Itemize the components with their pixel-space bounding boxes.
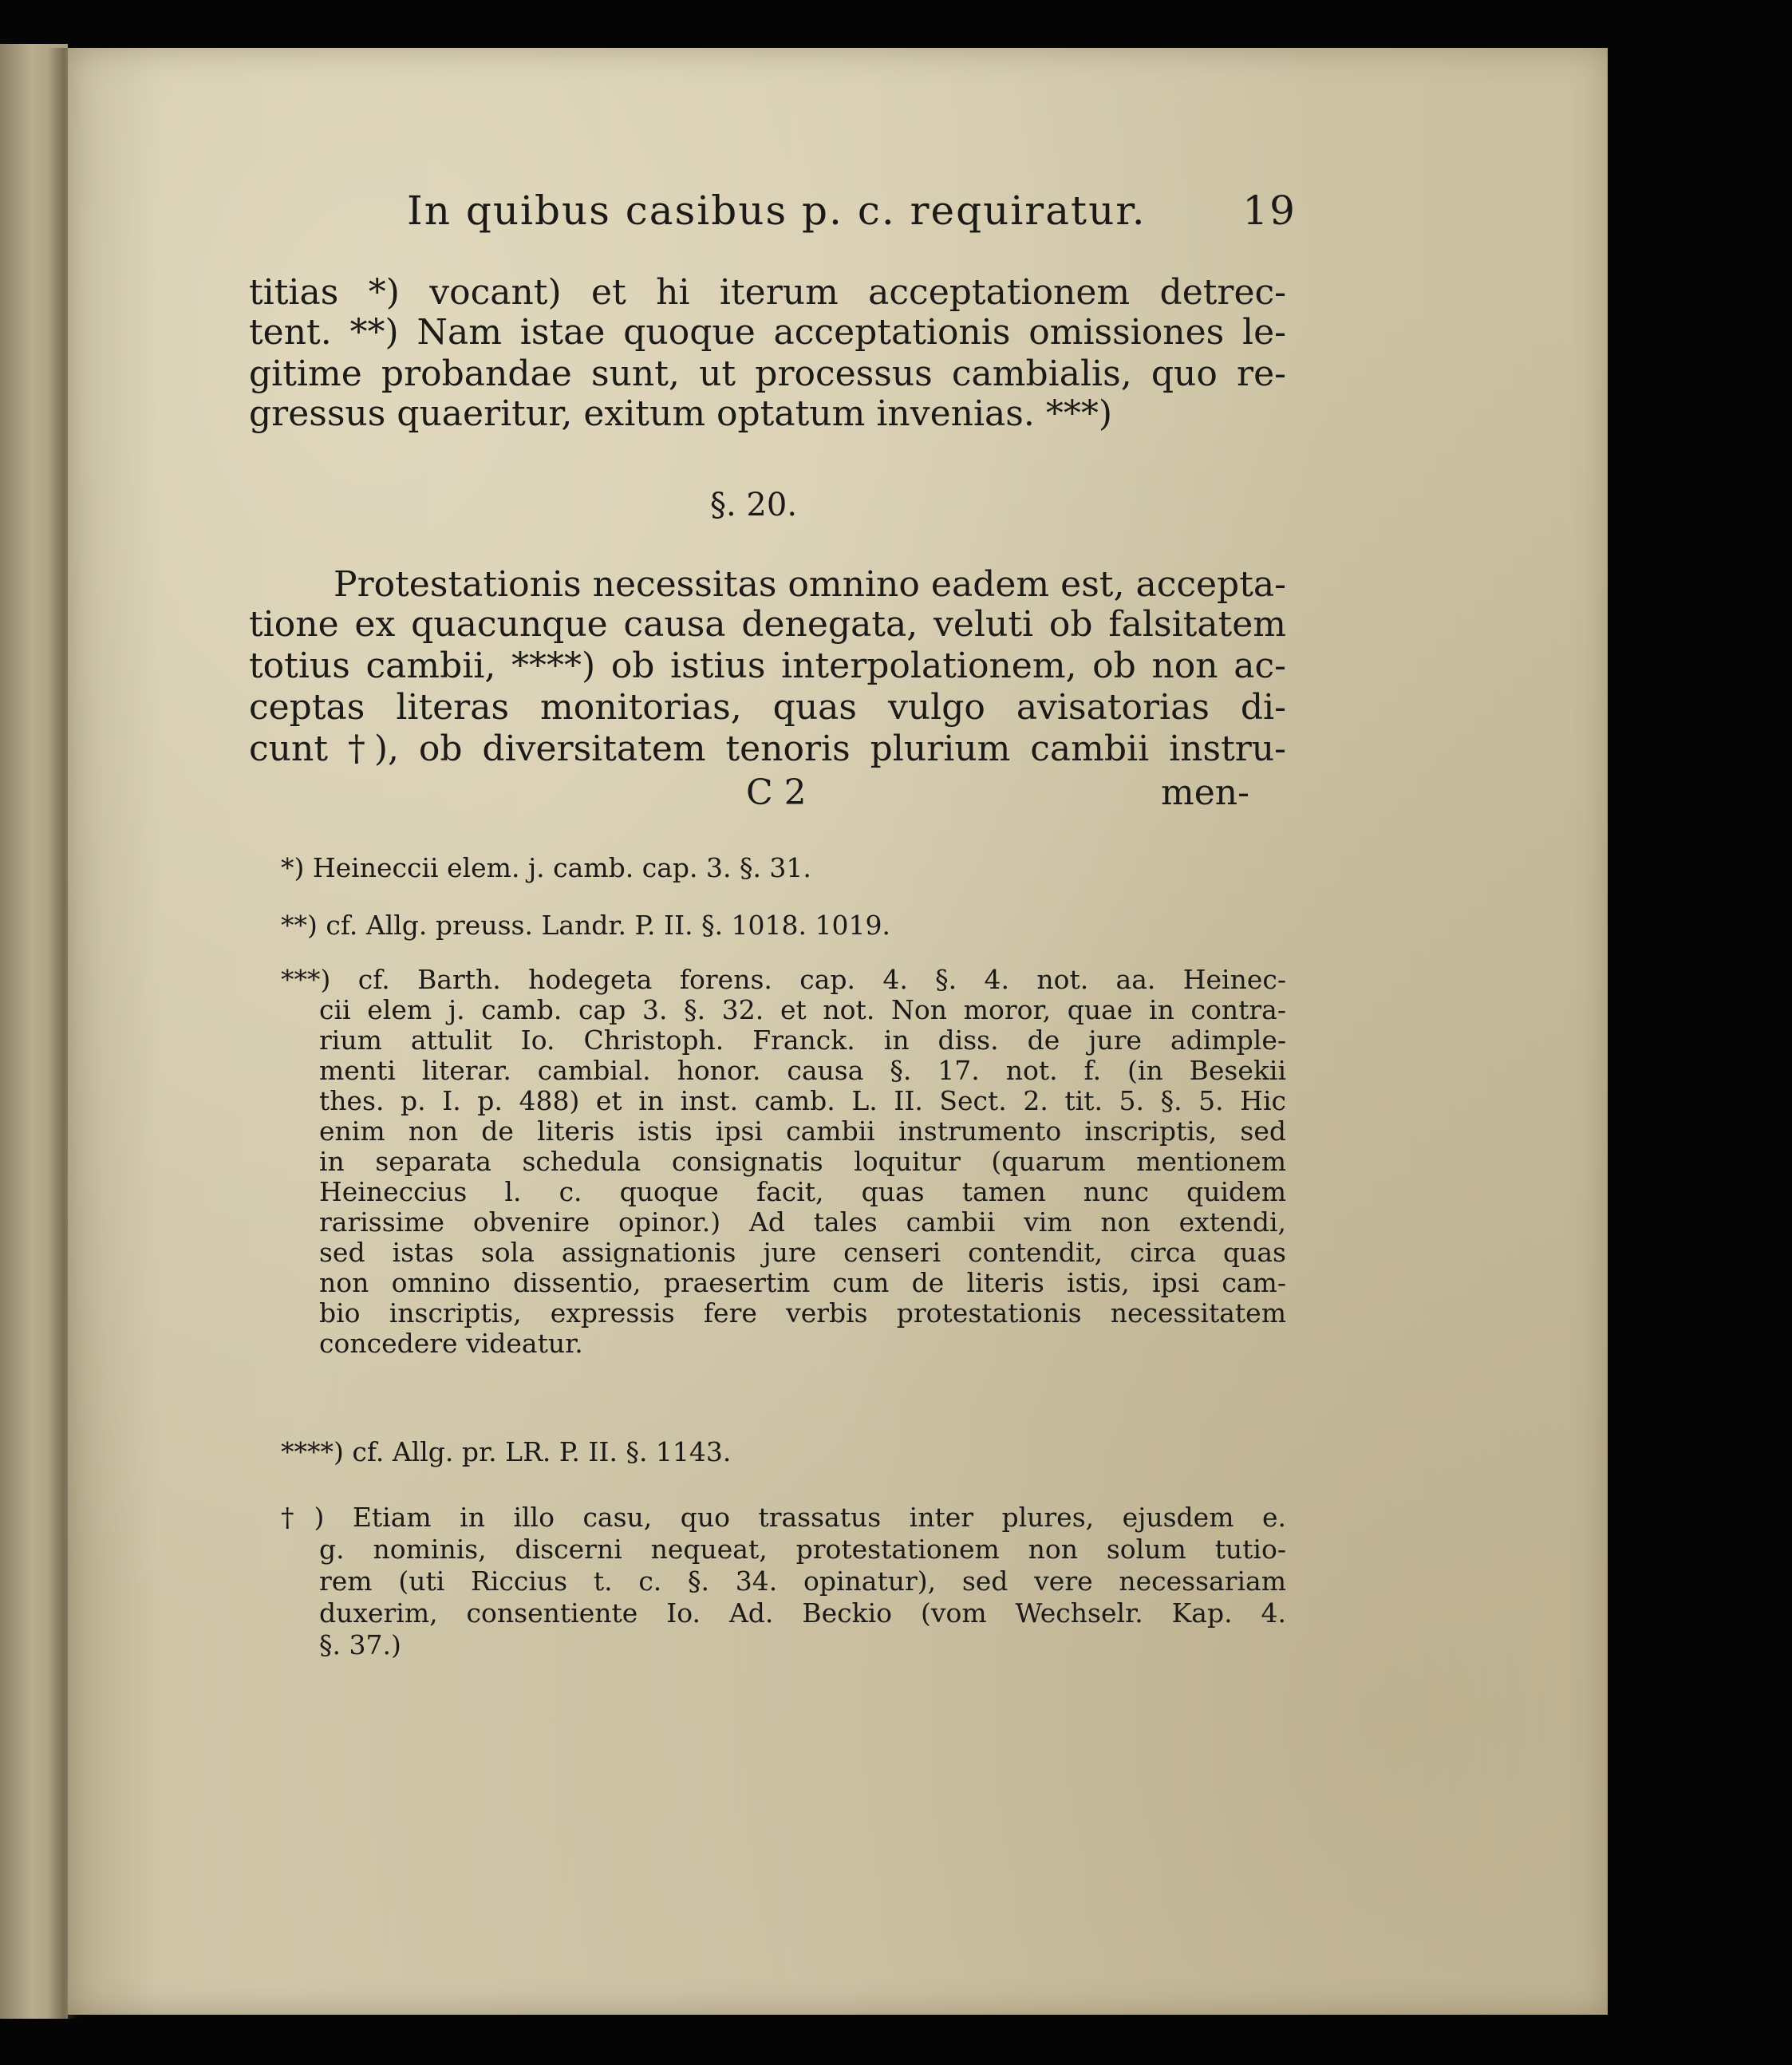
body-line: cunt †), ob diversitatem tenoris plurium cambii instru- <box>249 728 1286 769</box>
section-heading: §. 20. <box>710 487 798 523</box>
footnote-line: §. 37.) <box>319 1629 401 1660</box>
body-line: totius cambii, ****) ob istius interpolationem, ob non ac- <box>249 646 1286 686</box>
footnote-line: ****) cf. Allg. pr. LR. P. II. §. 1143. <box>281 1436 732 1467</box>
footnote-line: enim non de literis istis ipsi cambii instrumento inscriptis, sed <box>319 1115 1286 1147</box>
footnote-line: thes. p. I. p. 488) et in inst. camb. L. II. Sect. 2. tit. 5. §. 5. Hic <box>319 1085 1286 1116</box>
footnote-line: ***) cf. Barth. hodegeta forens. cap. 4. §. 4. not. aa. Heinec- <box>281 964 1286 995</box>
running-title: In quibus casibus p. c. requiratur. <box>407 188 1147 234</box>
footnote-line: duxerim, consentiente Io. Ad. Beckio (vom Wechselr. Kap. 4. <box>319 1597 1286 1629</box>
footnote-line: rarissime obvenire opinor.) Ad tales cambii vim non extendi, <box>319 1206 1286 1238</box>
footnote-line: in separata schedula consignatis loquitur (quarum mentionem <box>319 1146 1286 1177</box>
footnote-line: non omnino dissentio, praesertim cum de literis istis, ipsi cam- <box>319 1267 1286 1298</box>
footnote-line: g. nominis, discerni nequeat, protestationem non solum tutio- <box>319 1534 1286 1565</box>
body-line: titias *) vocant) et hi iterum acceptationem detrec- <box>249 272 1286 313</box>
footnote-line: Heineccius l. c. quoque facit, quas tamen nunc quidem <box>319 1176 1286 1207</box>
catchword: men- <box>1161 772 1249 813</box>
footnote-line: concedere videatur. <box>319 1328 583 1359</box>
footnote-line: menti literar. cambial. honor. causa §. 17. not. f. (in Besekii <box>319 1055 1286 1086</box>
body-line: ceptas literas monitorias, quas vulgo avisatorias di- <box>249 687 1286 728</box>
body-line: gressus quaeritur, exitum optatum invenias. ***) <box>249 393 1112 434</box>
footnote-line: rium attulit Io. Christoph. Franck. in diss. de jure adimple- <box>319 1025 1286 1056</box>
footnote-line: †) Etiam in illo casu, quo trassatus inter plures, ejusdem e. <box>281 1502 1286 1533</box>
footnote-line: sed istas sola assignationis jure censeri contendit, circa quas <box>319 1237 1286 1268</box>
footnote-line: **) cf. Allg. preuss. Landr. P. II. §. 1018. 1019. <box>281 910 890 941</box>
footnote-line: cii elem j. camb. cap 3. §. 32. et not. Non moror, quae in contra- <box>319 994 1286 1025</box>
body-line: Protestationis necessitas omnino eadem est, accepta- <box>334 564 1286 605</box>
footnote-line: *) Heineccii elem. j. camb. cap. 3. §. 31. <box>281 852 811 883</box>
body-line: gitime probandae sunt, ut processus cambialis, quo re- <box>249 353 1286 394</box>
running-header <box>407 188 1297 234</box>
signature-mark: C 2 <box>746 772 807 813</box>
page-number: 19 <box>1242 188 1297 234</box>
footnote-line: bio inscriptis, expressis fere verbis protestationis necessitatem <box>319 1297 1286 1329</box>
body-line: tione ex quacunque causa denegata, veluti ob falsitatem <box>249 604 1286 645</box>
footnote-line: rem (uti Riccius t. c. §. 34. opinatur), sed vere necessariam <box>319 1566 1286 1597</box>
body-line: tent. **) Nam istae quoque acceptationis omissiones le- <box>249 312 1286 353</box>
